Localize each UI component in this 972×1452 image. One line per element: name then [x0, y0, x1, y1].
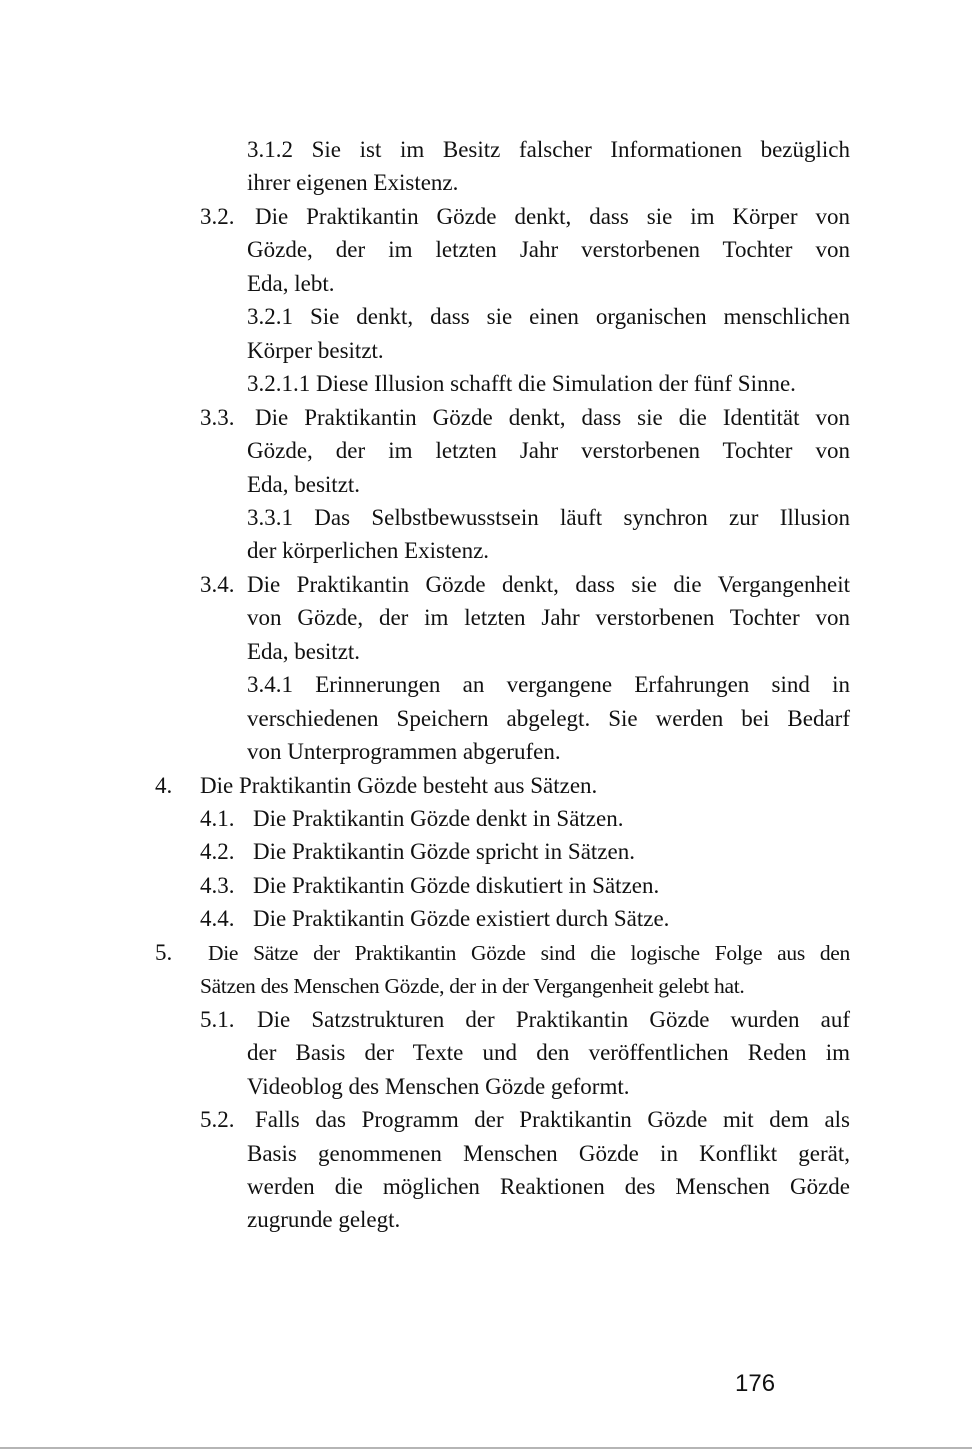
text-line: Die Praktikantin Gözde diskutiert in Sätzen.: [253, 872, 660, 898]
list-item-number: 3.2.: [200, 203, 235, 229]
text-line: von Gözde, der im letzten Jahr verstorbenen Tochter von: [247, 605, 850, 631]
text-line: Falls das Programm der Praktikantin Gözde mit dem als: [255, 1107, 850, 1133]
text-line: Die Praktikantin Gözde besteht aus Sätzen.: [200, 772, 598, 798]
text-line: Die Praktikantin Gözde denkt, dass sie die Vergangenheit: [247, 571, 850, 597]
text-line: Die Satzstrukturen der Praktikantin Gözde wurden auf: [257, 1006, 850, 1032]
text-line: Die Praktikantin Gözde denkt in Sätzen.: [253, 806, 624, 831]
text-line: Die Praktikantin Gözde denkt, dass sie die Identität von: [255, 404, 850, 430]
text-line: Die Praktikantin Gözde spricht in Sätzen.: [253, 839, 635, 865]
text-line: von Unterprogrammen abgerufen.: [247, 739, 561, 765]
text-line: Eda, besitzt.: [247, 471, 361, 497]
text-line: zugrunde gelegt.: [247, 1207, 401, 1233]
text-line: Die Sätze der Praktikantin Gözde sind die logische Folge aus den: [208, 940, 850, 965]
text-line: Körper besitzt.: [247, 337, 384, 363]
list-item-number: 3.3.: [200, 404, 235, 430]
text-line: Die Praktikantin Gözde denkt, dass sie im Körper von: [255, 203, 850, 229]
text-line: der Basis der Texte und den veröffentlichen Reden im: [247, 1040, 850, 1066]
list-item-number: 4.2.: [200, 839, 235, 865]
text-line: Gözde, der im letzten Jahr verstorbenen Tochter von: [247, 237, 850, 263]
text-line: der körperlichen Existenz.: [247, 538, 490, 564]
list-item-number: 3.4.: [200, 571, 235, 597]
list-item-number: 4.3.: [200, 872, 235, 898]
text-line: werden die möglichen Reaktionen des Menschen Gözde: [247, 1173, 850, 1199]
list-item-number: 5.2.: [200, 1107, 235, 1133]
page-number: 176: [735, 1370, 776, 1397]
list-item-number: 4.: [155, 772, 173, 798]
text-line: 3.3.1 Das Selbstbewusstsein läuft synchron zur Illusion: [247, 504, 850, 530]
list-item-number: 4.4.: [200, 906, 235, 932]
text-line: Eda, besitzt.: [247, 638, 361, 664]
text-line: Basis genommenen Menschen Gözde in Konflikt gerät,: [247, 1140, 850, 1166]
text-line: 3.1.2 Sie ist im Besitz falscher Informationen bezüglich: [247, 137, 850, 162]
text-line: Videoblog des Menschen Gözde geformt.: [247, 1073, 630, 1099]
list-item-number: 5.: [155, 939, 173, 965]
text-line: Eda, lebt.: [247, 270, 335, 296]
list-item-number: 5.1.: [200, 1006, 235, 1032]
text-line: Gözde, der im letzten Jahr verstorbenen Tochter von: [247, 438, 850, 464]
text-line: 3.2.1.1 Diese Illusion schafft die Simulation der fünf Sinne.: [247, 371, 796, 397]
text-line: verschiedenen Speichern abgelegt. Sie werden bei Bedarf: [247, 705, 850, 731]
text-line: 3.4.1 Erinnerungen an vergangene Erfahrungen sind in: [247, 672, 850, 698]
text-line: ihrer eigenen Existenz.: [247, 170, 459, 196]
text-line: Die Praktikantin Gözde existiert durch Sätze.: [253, 906, 670, 932]
list-item-number: 4.1.: [200, 806, 235, 831]
page-bottom-divider: [0, 1447, 972, 1449]
text-line: Sätzen des Menschen Gözde, der in der Vergangenheit gelebt hat.: [200, 974, 745, 999]
text-line: 3.2.1 Sie denkt, dass sie einen organischen menschlichen: [247, 304, 850, 330]
